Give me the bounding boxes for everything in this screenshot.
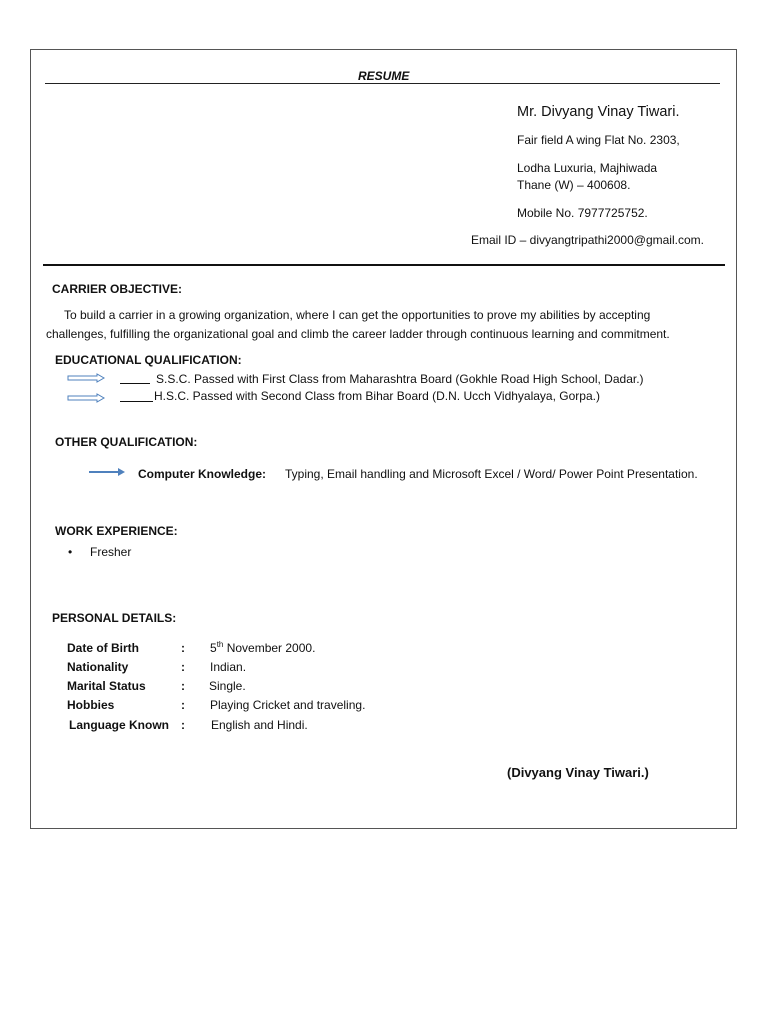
other-qualification-heading: OTHER QUALIFICATION: [55,435,198,449]
arrow-icon [67,373,105,383]
header-separator [43,264,725,266]
colon: : [181,698,185,712]
nationality-label: Nationality [67,660,129,674]
colon: : [181,660,185,674]
marital-status-label: Marital Status [67,679,146,693]
hobbies-label: Hobbies [67,698,115,712]
education-item-hsc: H.S.C. Passed with Second Class from Bihar Board (D.N. Ucch Vidhyalaya, Gorpa.) [154,389,600,403]
marital-status-value: Single. [209,679,246,693]
language-label: Language Known [69,718,169,732]
blank-underline [120,383,150,384]
email-address: Email ID – divyangtripathi2000@gmail.com. [471,233,704,247]
title-underline [45,83,720,84]
address-line-2: Lodha Luxuria, Majhiwada [517,161,658,175]
work-experience-item: Fresher [90,545,132,559]
mobile-number: Mobile No. 7977725752. [517,206,648,220]
address-line-1: Fair field A wing Flat No. 2303, [517,133,680,147]
education-item-ssc: S.S.C. Passed with First Class from Maharashtra Board (Gokhle Road High School, Dadar.) [156,372,644,386]
signature: (Divyang Vinay Tiwari.) [507,765,649,780]
blank-underline [120,401,153,402]
work-experience-heading: WORK EXPERIENCE: [55,524,178,538]
hobbies-value: Playing Cricket and traveling. [210,698,366,712]
dob-value: 5th November 2000. [210,640,316,655]
colon: : [181,718,185,732]
colon: : [181,679,185,693]
candidate-name: Mr. Divyang Vinay Tiwari. [517,104,680,120]
language-value: English and Hindi. [211,718,308,732]
education-heading: EDUCATIONAL QUALIFICATION: [55,353,242,367]
arrow-icon [88,467,126,477]
computer-knowledge-label: Computer Knowledge: [138,467,266,481]
objective-line-1: To build a carrier in a growing organization, where I can get the opportunities to prove my abilities by accepting [64,308,651,322]
dob-label: Date of Birth [67,641,139,655]
objective-line-2: challenges, fulfilling the organizational goal and climb the career ladder through continuous learning and commitment. [46,327,670,341]
computer-knowledge-value: Typing, Email handling and Microsoft Excel / Word/ Power Point Presentation. [285,467,698,481]
nationality-value: Indian. [210,660,247,674]
address-line-3: Thane (W) – 400608. [517,178,631,192]
colon: : [181,641,185,655]
arrow-icon [67,393,105,403]
resume-title: RESUME [358,69,410,83]
personal-details-heading: PERSONAL DETAILS: [52,611,177,625]
bullet: • [68,545,73,559]
objective-heading: CARRIER OBJECTIVE: [52,282,183,296]
